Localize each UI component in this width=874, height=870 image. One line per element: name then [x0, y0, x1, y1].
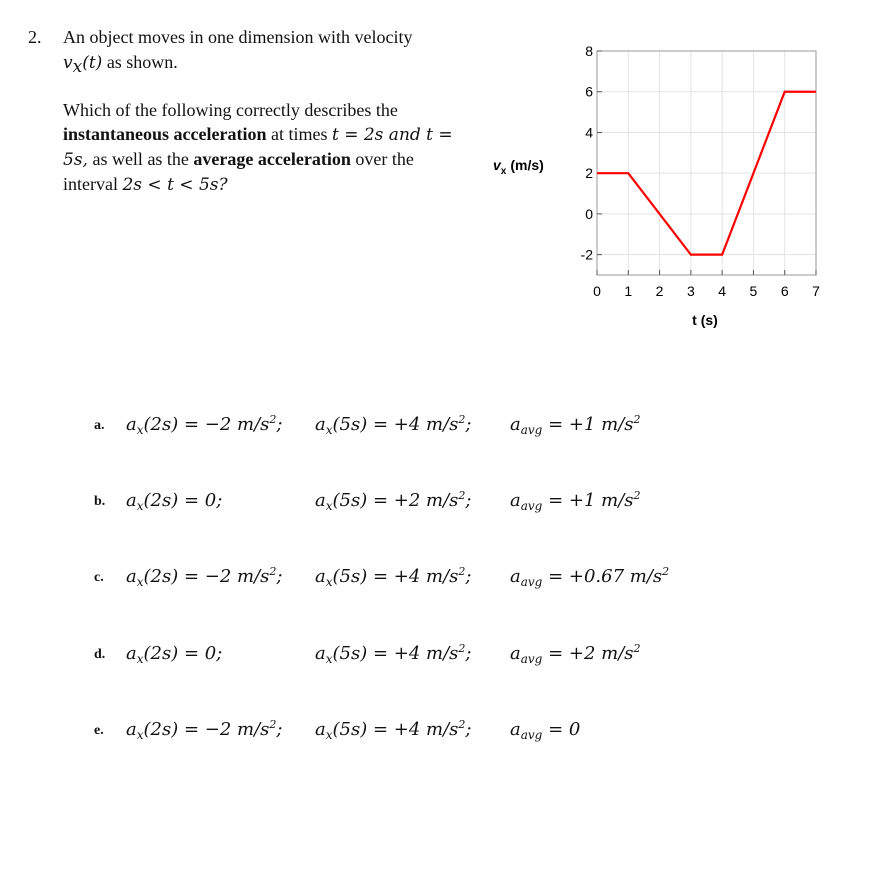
average-accel: $a_{avg} = 0$ — [510, 719, 581, 742]
prompt-line2: instantaneous acceleration at times t = 2s and t = — [63, 124, 453, 145]
x-tick-label: 4 — [718, 283, 727, 299]
question-number: 2. — [28, 27, 42, 47]
answer-option[interactable] — [0, 412, 874, 446]
chart-plot-frame — [597, 51, 816, 275]
accel-at-2s: $a_x(2s) = -2$ $m/s^2$; — [126, 718, 283, 742]
answer-option[interactable] — [0, 717, 874, 751]
accel-at-2s: $a_x(2s) = -2$ $m/s^2$; — [126, 413, 283, 437]
y-tick-label: 8 — [585, 43, 593, 59]
accel-at-2s: $a_x(2s) = 0$; — [126, 490, 223, 513]
x-tick-label: 3 — [686, 283, 695, 299]
option-label: b. — [94, 494, 106, 509]
answer-option[interactable] — [0, 641, 874, 675]
question-stem-line2: $v_x(t)$ as shown. — [63, 52, 178, 77]
accel-at-5s: $a_x(5s) = +4$ $m/s^2$; — [315, 642, 472, 666]
question-stem-line1: An object moves in one dimension with velocity — [63, 27, 413, 47]
chart-ticks — [581, 43, 821, 299]
x-tick-label: 7 — [812, 283, 820, 299]
option-label: d. — [94, 647, 106, 662]
prompt-line4: interval 2s < t < 5s? — [63, 174, 228, 195]
accel-at-5s: $a_x(5s) = +4$ $m/s^2$; — [315, 718, 472, 742]
accel-at-5s: $a_x(5s) = +4$ $m/s^2$; — [315, 565, 472, 589]
velocity-time-chart — [480, 35, 840, 335]
answer-option[interactable] — [0, 564, 874, 598]
y-tick-label: 0 — [585, 205, 593, 222]
average-accel: $a_{avg} = +2$ $m/s^2$ — [510, 642, 641, 666]
accel-at-5s: $a_x(5s) = +4$ $m/s^2$; — [315, 413, 472, 437]
chart-x-axis-label: t (s) — [692, 312, 718, 328]
option-label: a. — [94, 418, 105, 433]
x-tick-label: 1 — [624, 283, 633, 299]
option-label: e. — [94, 723, 104, 738]
x-tick-label: 5 — [749, 283, 758, 299]
accel-at-2s: $a_x(2s) = -2$ $m/s^2$; — [126, 565, 283, 589]
prompt-line3: 5s, as well as the average acceleration over the — [63, 149, 414, 170]
x-tick-label: 6 — [780, 283, 789, 299]
y-tick-label: -2 — [580, 246, 593, 263]
x-tick-label: 2 — [655, 283, 664, 299]
average-accel: $a_{avg} = +1$ $m/s^2$ — [510, 413, 641, 437]
average-accel: $a_{avg} = +0.67$ $m/s^2$ — [510, 565, 670, 589]
answer-option[interactable] — [0, 488, 874, 522]
y-tick-label: 4 — [585, 124, 593, 141]
y-tick-label: 6 — [585, 83, 593, 100]
accel-at-5s: $a_x(5s) = +2$ $m/s^2$; — [315, 489, 472, 513]
accel-at-2s: $a_x(2s) = 0$; — [126, 643, 223, 666]
chart-y-axis-label: $v_x$ (m/s) — [493, 157, 544, 177]
average-accel: $a_{avg} = +1$ $m/s^2$ — [510, 489, 641, 513]
x-tick-label: 0 — [593, 283, 601, 299]
y-tick-label: 2 — [585, 165, 593, 182]
option-label: c. — [94, 570, 104, 585]
chart-gridlines — [597, 51, 816, 275]
prompt-line1: Which of the following correctly describes the — [63, 100, 398, 120]
